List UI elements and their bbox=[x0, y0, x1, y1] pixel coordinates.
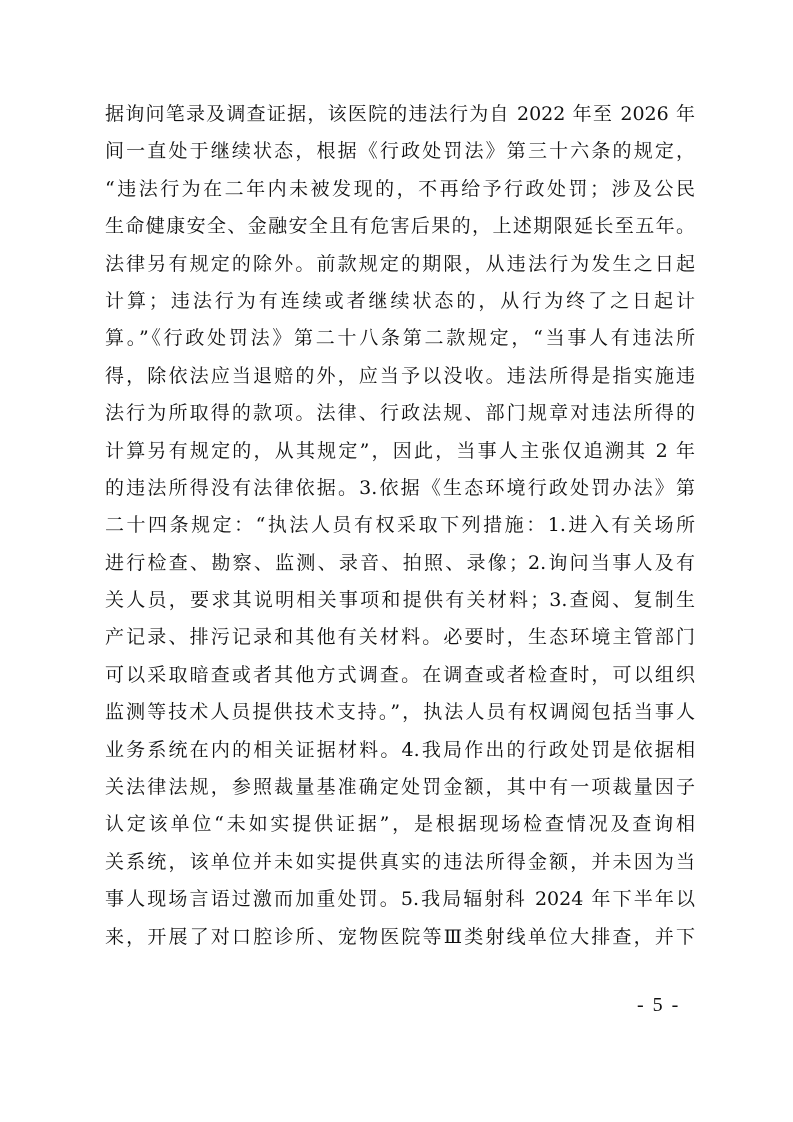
text-line: 间一直处于继续状态，根据《行政处罚法》第三十六条的规定， bbox=[105, 140, 695, 163]
text-line: 的违法所得没有法律依据。3.依据《生态环境行政处罚办法》第 bbox=[105, 476, 695, 499]
text-line: 认定该单位“未如实提供证据”，是根据现场检查情况及查询相 bbox=[105, 813, 695, 836]
text-line: 据询问笔录及调查证据，该医院的违法行为自 2022 年至 2026 年 bbox=[105, 103, 695, 125]
text-line: 生命健康安全、金融安全且有危害后果的，上述期限延长至五年。 bbox=[105, 215, 695, 238]
text-line: 关人员，要求其说明相关事项和提供有关材料；3.查阅、复制生 bbox=[105, 589, 695, 612]
text-line: “违法行为在二年内未被发现的，不再给予行政处罚；涉及公民 bbox=[105, 177, 695, 200]
text-line: 可以采取暗查或者其他方式调查。在调查或者检查时，可以组织 bbox=[105, 663, 695, 686]
body-text bbox=[105, 96, 695, 956]
text-line: 进行检查、勘察、监测、录音、拍照、录像；2.询问当事人及有 bbox=[105, 551, 695, 574]
text-line: 计算；违法行为有连续或者继续状态的，从行为终了之日起计 bbox=[105, 289, 695, 312]
text-line: 法行为所取得的款项。法律、行政法规、部门规章对违法所得的 bbox=[105, 402, 695, 425]
text-line: 关系统，该单位并未如实提供真实的违法所得金额，并未因为当 bbox=[105, 850, 695, 873]
text-line: 关法律法规，参照裁量基准确定处罚金额，其中有一项裁量因子 bbox=[105, 776, 695, 799]
text-line: 来，开展了对口腔诊所、宠物医院等Ⅲ类射线单位大排查，并下 bbox=[105, 925, 695, 948]
text-line: 监测等技术人员提供技术支持。”，执法人员有权调阅包括当事人 bbox=[105, 701, 695, 724]
text-line: 得，除依法应当退赔的外，应当予以没收。违法所得是指实施违 bbox=[105, 364, 695, 387]
text-line: 产记录、排污记录和其他有关材料。必要时，生态环境主管部门 bbox=[105, 626, 695, 649]
text-line: 计算另有规定的，从其规定”，因此，当事人主张仅追溯其 2 年 bbox=[105, 439, 695, 462]
text-line: 二十四条规定：“执法人员有权采取下列措施：1.进入有关场所 bbox=[105, 514, 695, 537]
text-line: 算。”《行政处罚法》第二十八条第二款规定，“当事人有违法所 bbox=[105, 327, 695, 350]
text-line: 业务系统在内的相关证据材料。4.我局作出的行政处罚是依据相 bbox=[105, 738, 695, 761]
text-line: 事人现场言语过激而加重处罚。5.我局辐射科 2024 年下半年以 bbox=[105, 888, 695, 911]
page-number: - 5 - bbox=[637, 994, 681, 1016]
text-line: 法律另有规定的除外。前款规定的期限，从违法行为发生之日起 bbox=[105, 252, 695, 275]
